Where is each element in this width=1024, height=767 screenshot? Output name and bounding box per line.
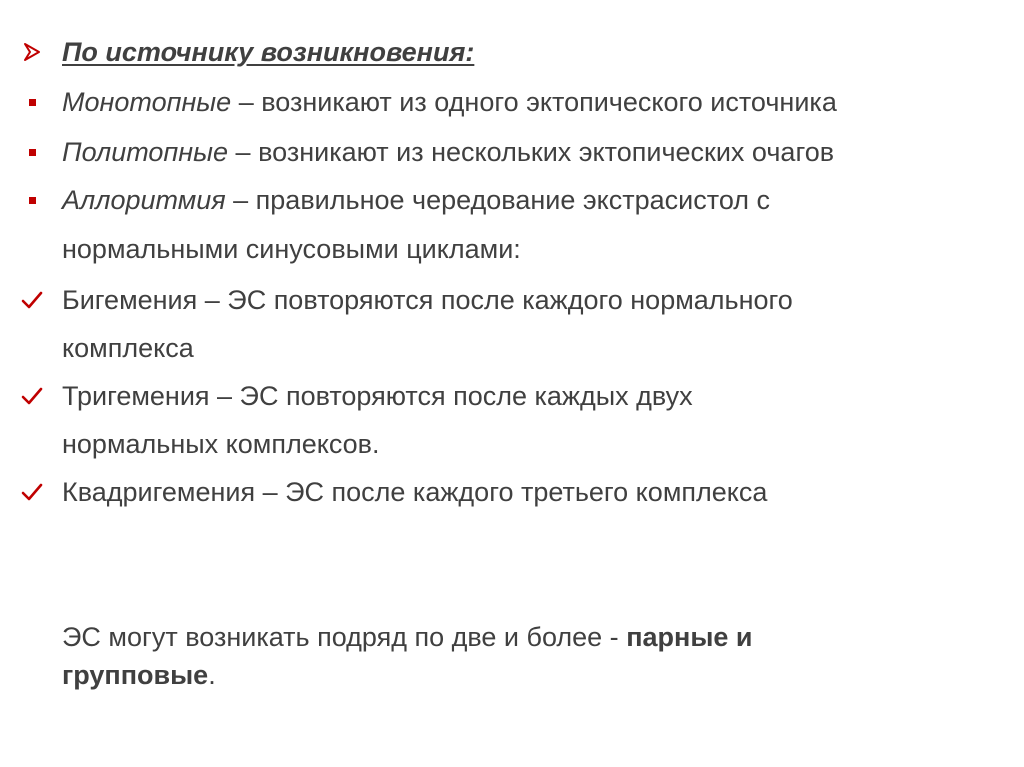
check-bigeminy-line2: комплекса xyxy=(62,333,194,363)
note-line2 xyxy=(62,658,216,692)
desc-allorhythmia: – правильное чередование экстрасистол с xyxy=(225,185,770,215)
square-bullet-icon xyxy=(20,183,44,217)
desc-polytopic: – возникают из нескольких эктопических очагов xyxy=(228,137,835,167)
checkmark-icon xyxy=(20,475,44,509)
desc-allorhythmia-line2: нормальными синусовыми циклами: xyxy=(62,234,521,264)
checkmark-icon xyxy=(20,283,44,317)
check-bigeminy-line1: Бигемения – ЭС повторяются после каждого нормального xyxy=(62,285,793,315)
check-trigeminy-line1: Тригемения – ЭС повторяются после каждых двух xyxy=(62,381,693,411)
note-line1 xyxy=(62,620,753,654)
check-trigeminy-line2: нормальных комплексов. xyxy=(62,429,380,459)
square-bullet-icon xyxy=(20,135,44,169)
check-quadrigeminy-line1: Квадригемения – ЭС после каждого третьего комплекса xyxy=(62,477,768,507)
square-bullet-icon xyxy=(20,85,44,119)
note-bold-paired: парные и xyxy=(626,622,753,652)
section-heading: По источнику возникновения: xyxy=(62,37,475,67)
checkmark-icon xyxy=(20,379,44,413)
note-suffix: . xyxy=(208,660,216,690)
term-allorhythmia: Аллоритмия xyxy=(62,185,226,215)
note-bold-group: групповые xyxy=(62,660,209,690)
desc-monotopic: – возникают из одного эктопического источника xyxy=(231,87,837,117)
arrowhead-bullet-icon xyxy=(20,35,44,69)
term-monotopic: Монотопные xyxy=(62,87,232,117)
term-polytopic: Политопные xyxy=(62,137,229,167)
note-prefix: ЭС могут возникать подряд по две и более - xyxy=(62,622,627,652)
